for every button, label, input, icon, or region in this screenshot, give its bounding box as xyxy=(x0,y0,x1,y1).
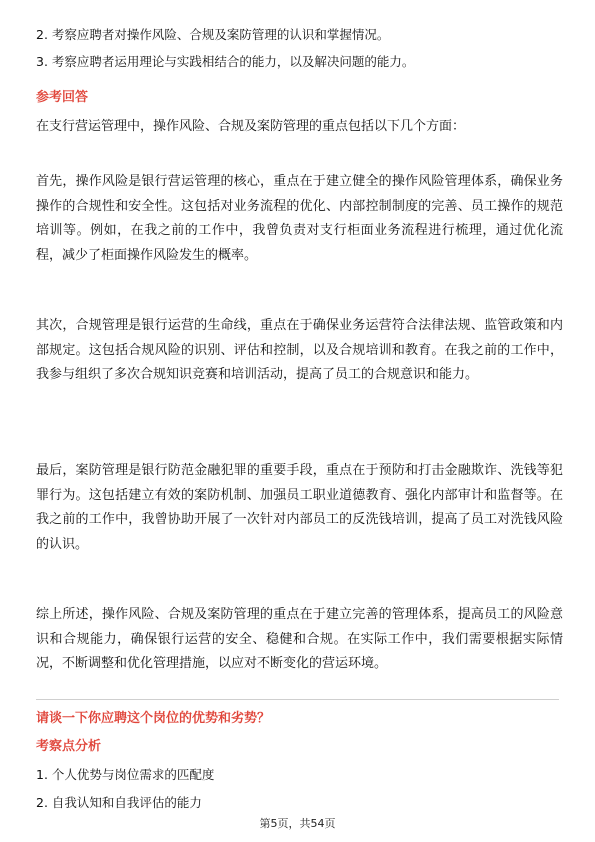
evaluation-point-2: 2. 考察应聘者对操作风险、合规及案防管理的认识和掌握情况。 xyxy=(36,27,390,42)
answer-paragraph-case-prevention: 最后，案防管理是银行防范金融犯罪的重要手段，重点在于预防和打击金融欺诈、洗钱等犯罪行为。这包括建立有效的案防机制、加强员工职业道德教育、强化内部审计和监督等。在我之前的工作中，我曾协助开展了一次针对内部员工的反洗钱培训，提高了员工对洗钱风险的认识。 xyxy=(36,463,563,552)
analysis-point-2: 2. 自我认知和自我评估的能力 xyxy=(36,795,202,810)
page-number: 第5页，共54页 xyxy=(259,817,336,830)
analysis-point-1: 1. 个人优势与岗位需求的匹配度 xyxy=(36,767,215,782)
answer-paragraph-summary: 综上所述，操作风险、合规及案防管理的重点在于建立完善的管理体系，提高员工的风险意识和合规能力，确保银行运营的安全、稳健和合规。在实际工作中，我们需要根据实际情况，不断调整和优化管理措施，以应对不断变化的营运环境。 xyxy=(36,607,563,671)
evaluation-point-3: 3. 考察应聘者运用理论与实践相结合的能力，以及解决问题的能力。 xyxy=(36,54,415,69)
answer-heading: 参考回答 xyxy=(36,90,89,105)
question-heading: 请谈一下你应聘这个岗位的优势和劣势？ xyxy=(36,711,271,726)
section-divider xyxy=(36,699,559,700)
answer-paragraph-compliance: 其次，合规管理是银行运营的生命线，重点在于确保业务运营符合法律法规、监管政策和内部规定。这包括合规风险的识别、评估和控制，以及合规培训和教育。在我之前的工作中，我参与组织了多次合规知识竞赛和培训活动，提高了员工的合规意识和能力。 xyxy=(36,318,563,382)
answer-paragraph-operational-risk: 首先，操作风险是银行营运管理的核心，重点在于建立健全的操作风险管理体系，确保业务操作的合规性和安全性。这包括对业务流程的优化、内部控制制度的完善、员工操作的规范培训等。例如，在我之前的工作中，我曾负责对支行柜面业务流程进行梳理，通过优化流程，减少了柜面操作风险发生的概率。 xyxy=(36,174,563,263)
answer-intro: 在支行营运管理中，操作风险、合规及案防管理的重点包括以下几个方面： xyxy=(36,119,466,134)
analysis-heading: 考察点分析 xyxy=(36,739,102,754)
